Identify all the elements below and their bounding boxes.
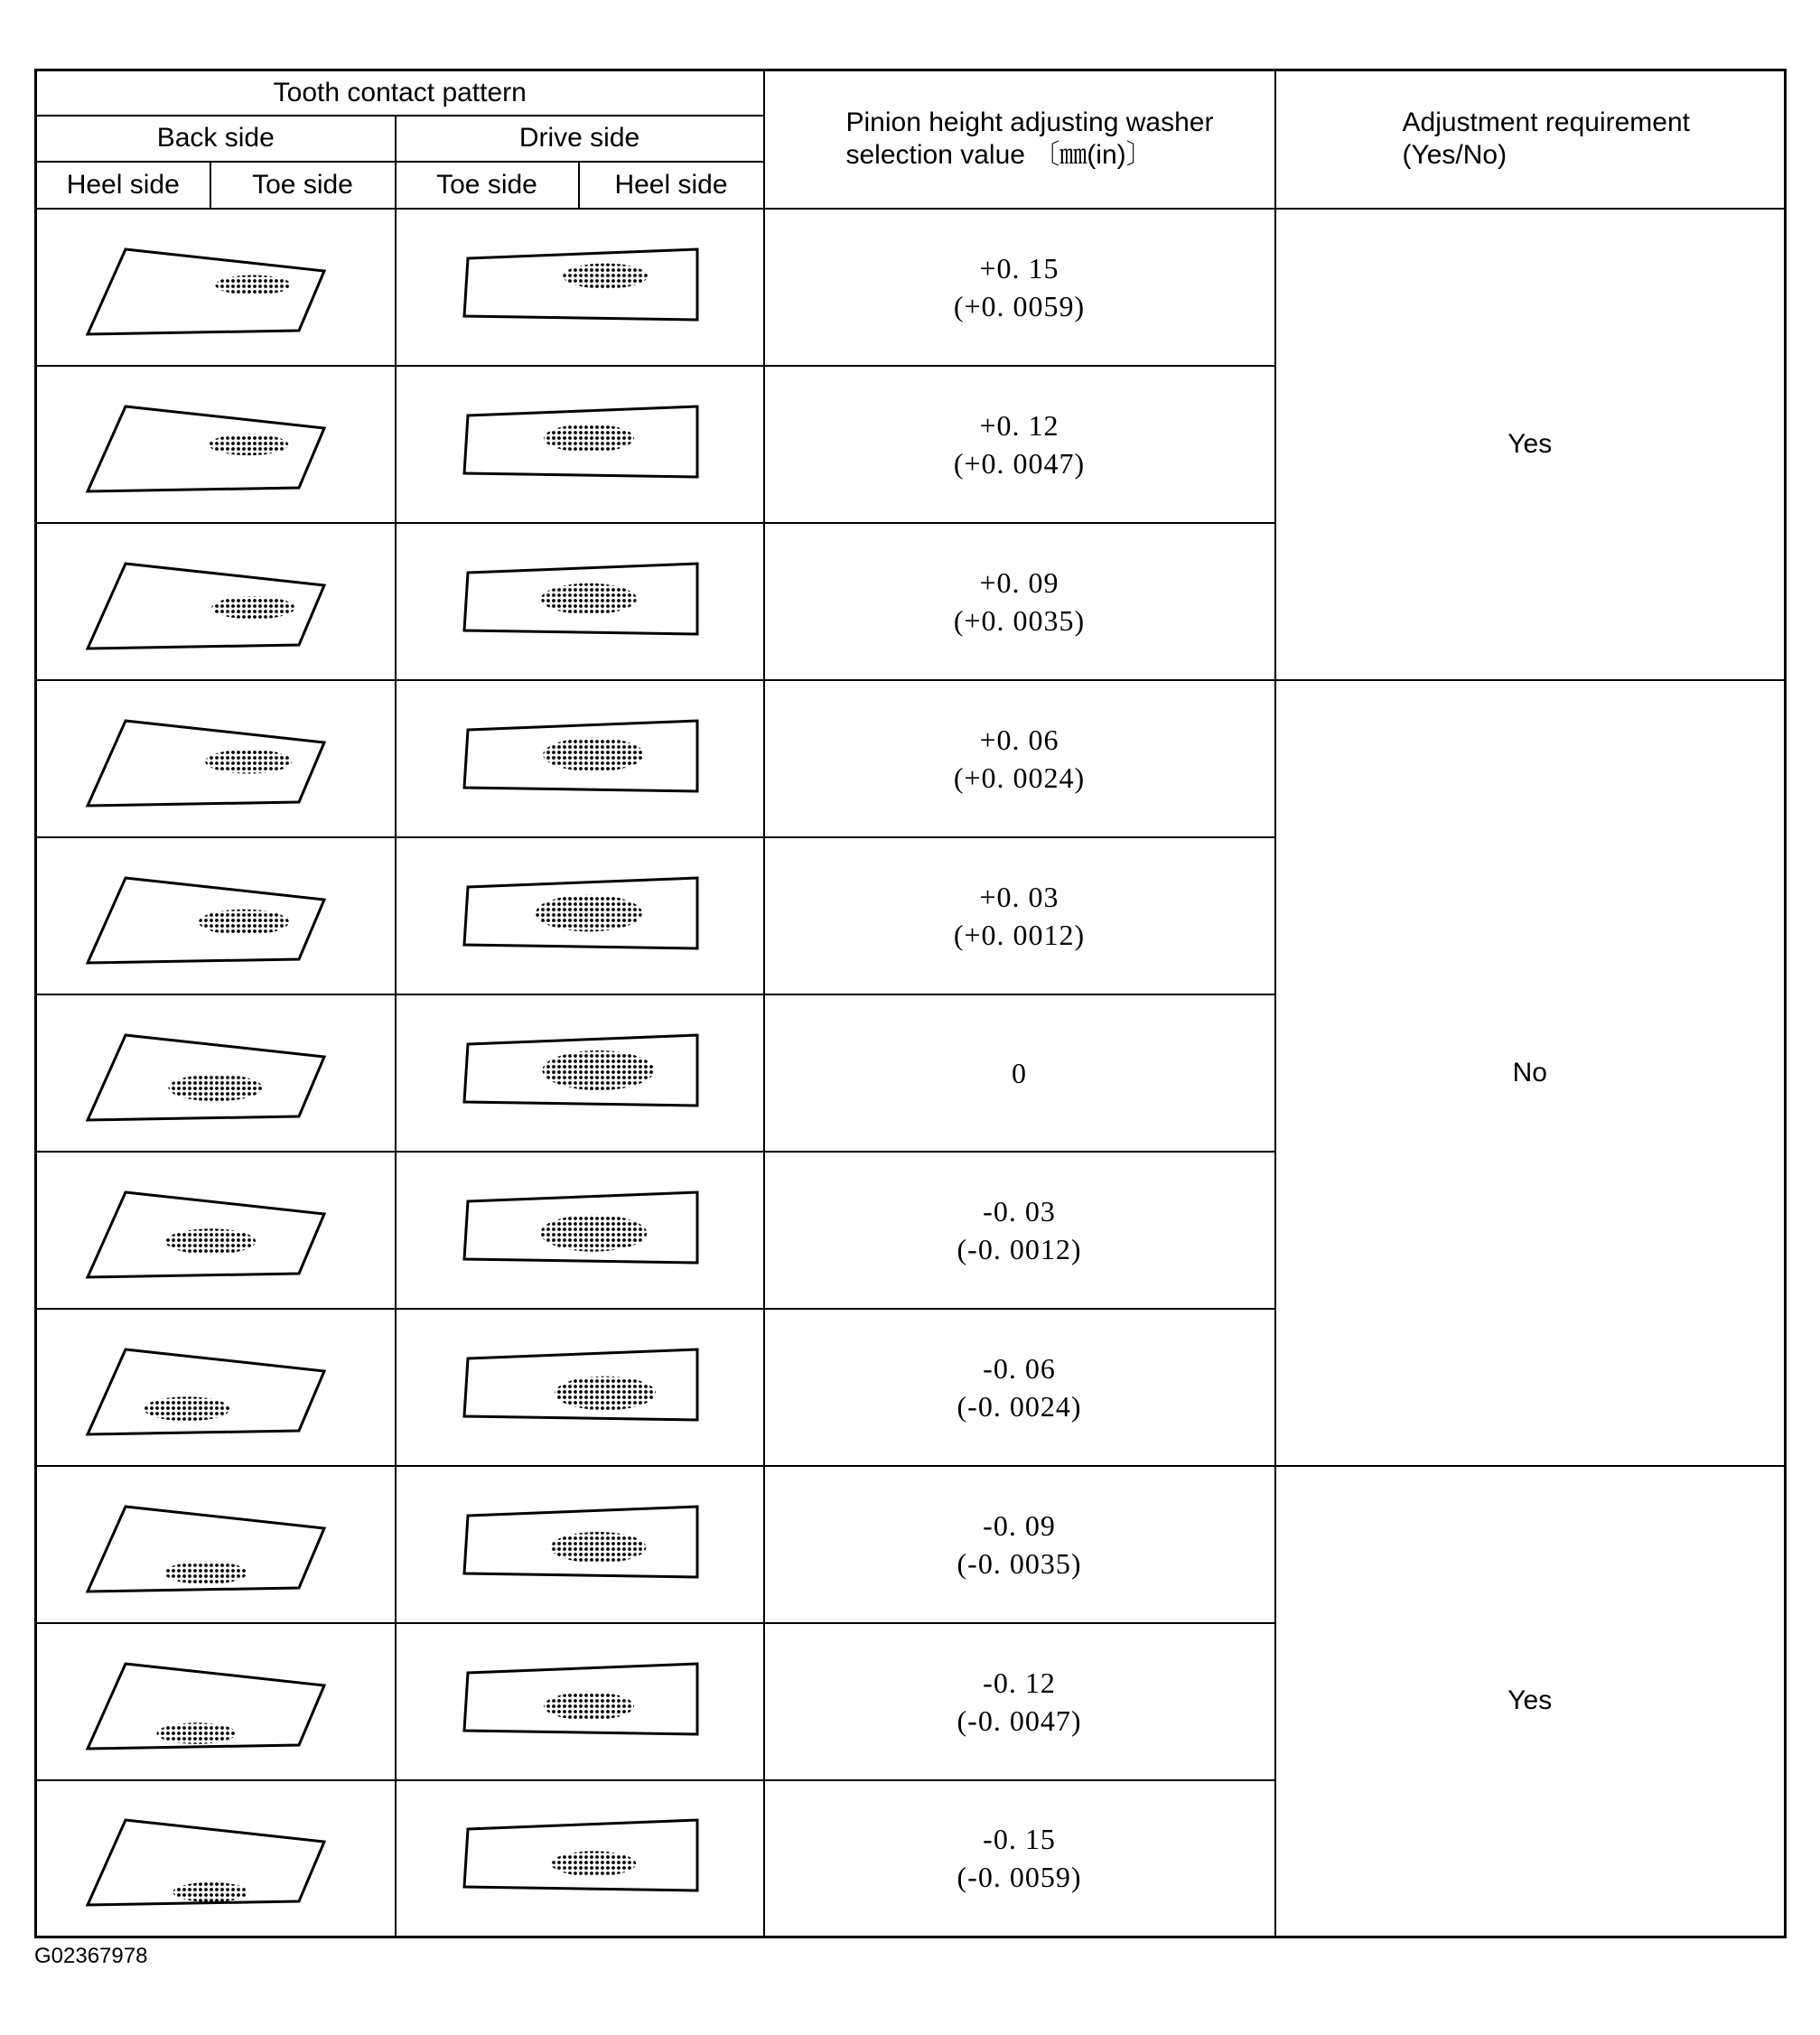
header-washer-selection (764, 70, 1275, 209)
back-contact-area (144, 1396, 230, 1421)
back-side-pattern-cell (36, 837, 396, 994)
washer-value-mm: -0. 15 (983, 1823, 1056, 1856)
drive-contact-area (544, 424, 634, 452)
drive-side-tooth-pattern-3 (426, 538, 733, 665)
drive-contact-area (551, 1852, 636, 1877)
washer-value-cell (764, 994, 1275, 1152)
washer-value-mm: +0. 09 (979, 565, 1059, 599)
table-row (36, 209, 1786, 366)
washer-value-mm: +0. 15 (979, 251, 1059, 285)
header-adjustment-requirement (1275, 70, 1786, 209)
back-side-tooth-pattern-8 (62, 1324, 369, 1451)
drive-contact-area (555, 1376, 656, 1410)
drive-side-tooth-pattern-4 (426, 695, 733, 822)
washer-value-mm: +0. 03 (979, 880, 1059, 913)
washer-value-mm: -0. 12 (983, 1666, 1056, 1699)
header-drive-heel-side: Heel side (579, 162, 764, 209)
back-contact-area (164, 1561, 247, 1583)
drive-side-pattern-cell (396, 1623, 764, 1780)
washer-value-in: (-0. 0047) (957, 1704, 1082, 1737)
back-tooth-outline (88, 1349, 324, 1434)
washer-value-in: (-0. 0035) (957, 1546, 1082, 1580)
back-side-tooth-pattern-5 (62, 853, 369, 979)
washer-value-cell (764, 837, 1275, 994)
back-side-tooth-pattern-6 (62, 1010, 369, 1136)
back-side-pattern-cell (36, 1152, 396, 1309)
washer-value-in: (+0. 0012) (953, 918, 1086, 951)
washer-value-mm: -0. 03 (983, 1194, 1056, 1228)
adjustment-requirement-cell: Yes (1275, 209, 1786, 680)
drive-side-tooth-pattern-8 (426, 1324, 733, 1451)
header-adjust-line2: (Yes/No) (1402, 140, 1507, 171)
back-side-pattern-cell (36, 1309, 396, 1466)
drive-side-tooth-pattern-11 (426, 1795, 733, 1921)
back-side-pattern-cell (36, 366, 396, 523)
drive-contact-area (544, 1692, 634, 1720)
back-side-tooth-pattern-7 (62, 1167, 369, 1293)
drive-side-pattern-cell (396, 523, 764, 680)
back-contact-area (156, 1722, 236, 1744)
drive-contact-area (563, 263, 648, 288)
drive-side-pattern-cell (396, 994, 764, 1152)
drive-side-pattern-cell (396, 366, 764, 523)
table-row (36, 1466, 1786, 1623)
back-side-pattern-cell (36, 994, 396, 1152)
washer-value-mm: +0. 12 (979, 408, 1059, 442)
header-adjust-line1: Adjustment requirement (1402, 107, 1690, 138)
back-side-pattern-cell (36, 1623, 396, 1780)
drive-side-pattern-cell (396, 837, 764, 994)
back-side-tooth-pattern-4 (62, 695, 369, 822)
drive-side-pattern-cell (396, 1152, 764, 1309)
drive-side-tooth-pattern-10 (426, 1638, 733, 1765)
washer-value-in: (+0. 0035) (953, 603, 1086, 637)
header-drive-side: Drive side (396, 116, 764, 162)
washer-value-cell (764, 209, 1275, 366)
back-side-pattern-cell (36, 680, 396, 837)
washer-value-cell (764, 1780, 1275, 1937)
header-back-toe-side: Toe side (210, 162, 396, 209)
drive-contact-area (550, 1532, 646, 1563)
washer-value-in: (-0. 0012) (957, 1232, 1082, 1265)
washer-value-in: (+0. 0024) (953, 761, 1086, 794)
header-back-heel-side: Heel side (36, 162, 210, 209)
washer-value-cell (764, 1152, 1275, 1309)
adjustment-requirement-cell: No (1275, 680, 1786, 1466)
washer-value-cell (764, 523, 1275, 680)
washer-value-in: (-0. 0024) (957, 1389, 1082, 1423)
washer-selection-table (34, 69, 1787, 1938)
washer-value-cell (764, 680, 1275, 837)
drive-side-tooth-pattern-6 (426, 1010, 733, 1136)
back-tooth-outline (88, 249, 324, 334)
drive-contact-area (541, 583, 637, 613)
drive-side-tooth-pattern-1 (426, 224, 733, 350)
header-drive-toe-side: Toe side (396, 162, 579, 209)
washer-value-mm: -0. 09 (983, 1508, 1056, 1542)
washer-value-cell (764, 1466, 1275, 1623)
back-contact-area (205, 749, 292, 773)
back-side-tooth-pattern-10 (62, 1638, 369, 1765)
back-side-tooth-pattern-3 (62, 538, 369, 665)
drive-side-tooth-pattern-9 (426, 1481, 733, 1608)
washer-value-cell (764, 366, 1275, 523)
drive-side-tooth-pattern-2 (426, 381, 733, 508)
washer-value-cell (764, 1623, 1275, 1780)
drive-contact-area (540, 1214, 647, 1251)
back-contact-area (165, 1228, 256, 1254)
adjustment-requirement-cell: Yes (1275, 1466, 1786, 1937)
back-side-tooth-pattern-11 (62, 1795, 369, 1921)
drive-side-tooth-pattern-5 (426, 853, 733, 979)
back-side-pattern-cell (36, 1466, 396, 1623)
back-side-tooth-pattern-1 (62, 224, 369, 350)
back-side-tooth-pattern-2 (62, 381, 369, 508)
washer-value-mm: +0. 06 (979, 723, 1059, 756)
back-side-pattern-cell (36, 523, 396, 680)
washer-value-cell (764, 1309, 1275, 1466)
drive-side-pattern-cell (396, 1780, 764, 1937)
header-washer-line1: Pinion height adjusting washer (845, 107, 1214, 138)
back-contact-area (215, 275, 291, 294)
header-back-side: Back side (36, 116, 396, 162)
drive-contact-area (536, 894, 642, 931)
drive-side-pattern-cell (396, 209, 764, 366)
drive-contact-area (543, 737, 644, 771)
drive-side-tooth-pattern-7 (426, 1167, 733, 1293)
header-tooth-contact-pattern: Tooth contact pattern (36, 70, 764, 116)
drive-side-pattern-cell (396, 1466, 764, 1623)
washer-value-in: (-0. 0059) (957, 1861, 1082, 1894)
washer-value-in: (+0. 0059) (953, 289, 1086, 322)
back-side-pattern-cell (36, 1780, 396, 1937)
back-side-pattern-cell (36, 209, 396, 366)
back-contact-area (209, 434, 288, 455)
drive-contact-area (542, 1050, 654, 1090)
back-tooth-outline (88, 406, 324, 491)
washer-value-in: (+0. 0047) (953, 446, 1086, 480)
back-contact-area (168, 1074, 262, 1101)
drive-side-pattern-cell (396, 680, 764, 837)
table-row (36, 680, 1786, 837)
back-contact-area (199, 909, 289, 934)
back-contact-area (173, 1882, 248, 1902)
back-side-tooth-pattern-9 (62, 1481, 369, 1608)
washer-value-mm: 0 (1012, 1056, 1027, 1089)
drive-side-pattern-cell (396, 1309, 764, 1466)
washer-value-mm: -0. 06 (983, 1351, 1056, 1385)
header-washer-line2: selection value 〔㎜(in)〕 (845, 140, 1153, 171)
figure-id: G02367978 (34, 1944, 148, 1968)
back-contact-area (211, 596, 294, 619)
